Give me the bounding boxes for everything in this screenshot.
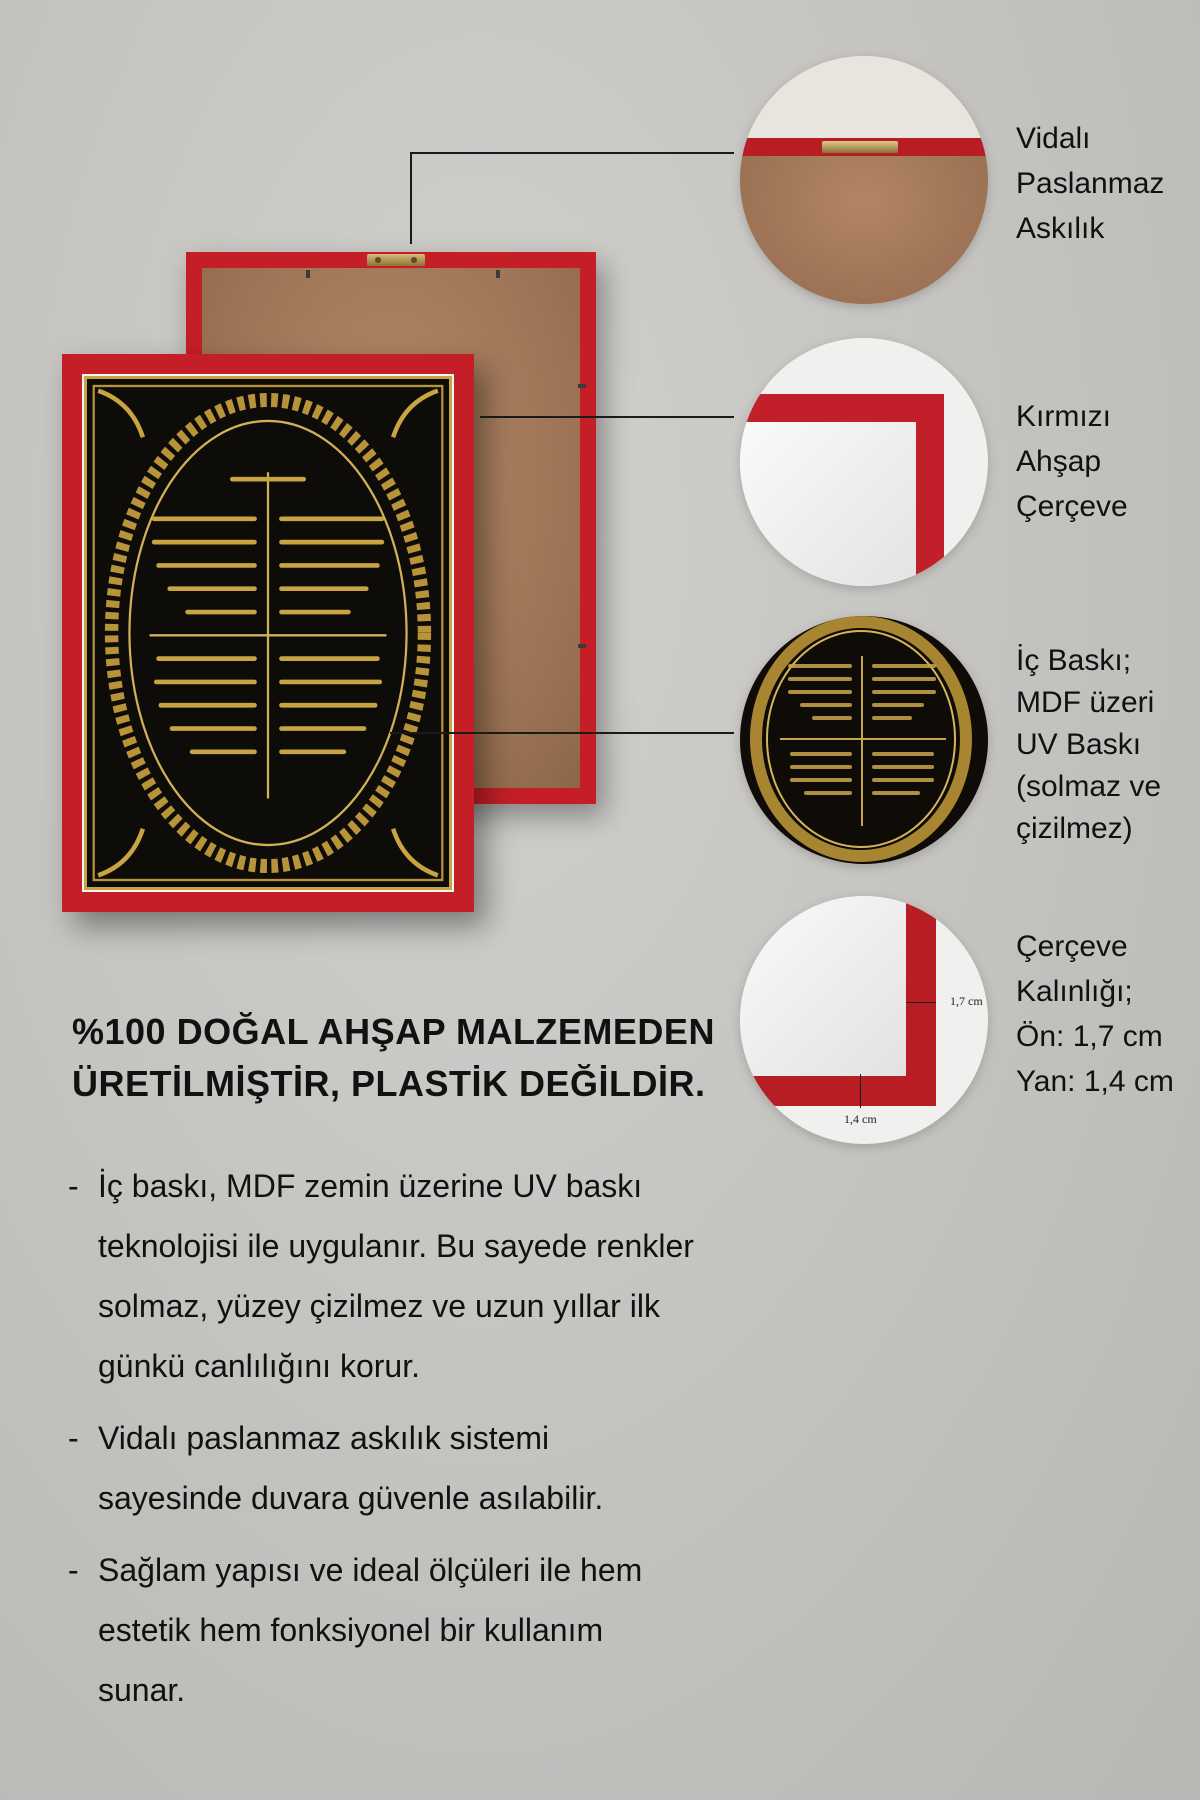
- bullet-dash: -: [68, 1552, 79, 1588]
- front-dimension-marker: [906, 1002, 936, 1003]
- bullet-dash: -: [68, 1168, 79, 1204]
- leader-line-hanger: [410, 152, 412, 244]
- bullet-dash: -: [68, 1420, 79, 1456]
- headline-line: ÜRETİLMİŞTİR, PLASTİK DEĞİLDİR.: [72, 1063, 706, 1104]
- list-item: [68, 1156, 788, 1396]
- label-line: (solmaz ve: [1016, 770, 1162, 803]
- label-line: çizilmez): [1016, 812, 1133, 845]
- label-line: MDF üzeri: [1016, 686, 1155, 719]
- frame-clip: [496, 270, 500, 278]
- list-item: [68, 1408, 788, 1528]
- metal-hanger-icon: [367, 254, 425, 266]
- list-item: [68, 1540, 788, 1720]
- label-line: Ön: 1,7 cm: [1016, 1020, 1163, 1053]
- front-dimension-label: 1,7 cm: [950, 994, 983, 1008]
- label-line: Çerçeve: [1016, 930, 1128, 963]
- bullet-line: sayesinde duvara güvenle asılabilir.: [98, 1480, 604, 1516]
- leader-line-print: [390, 732, 734, 734]
- bullet-line: Vidalı paslanmaz askılık sistemi: [98, 1420, 550, 1456]
- headline-line: %100 DOĞAL AHŞAP MALZEMEDEN: [72, 1011, 715, 1052]
- bullet-line: günkü canlılığını korur.: [98, 1348, 420, 1384]
- leader-line-hanger: [410, 152, 734, 154]
- label-line: Paslanmaz: [1016, 167, 1165, 200]
- side-dimension-label: 1,4 cm: [844, 1112, 877, 1126]
- label-line: Çerçeve: [1016, 490, 1128, 523]
- bullet-line: teknolojisi ile uygulanır. Bu sayede renkler: [98, 1228, 694, 1264]
- label-line: Vidalı: [1016, 122, 1091, 155]
- bullet-line: sunar.: [98, 1672, 186, 1708]
- hanger-closeup-icon: [822, 141, 898, 153]
- hanger-label: [1016, 116, 1196, 251]
- front-frame-image: [62, 354, 474, 912]
- bullet-line: estetik hem fonksiyonel bir kullanım: [98, 1612, 604, 1648]
- side-dimension-marker: [860, 1074, 861, 1108]
- thickness-detail-circle: [740, 896, 988, 1144]
- thickness-label: [1016, 924, 1196, 1104]
- frame-detail-circle: [740, 338, 988, 586]
- print-label: [1016, 640, 1196, 850]
- bullet-line: İç baskı, MDF zemin üzerine UV baskı: [98, 1168, 643, 1204]
- print-detail-circle: [740, 616, 988, 864]
- bullet-line: Sağlam yapısı ve ideal ölçüleri ile hem: [98, 1552, 643, 1588]
- frame-clip: [578, 384, 586, 388]
- label-line: Yan: 1,4 cm: [1016, 1065, 1174, 1098]
- headline: [72, 1006, 715, 1110]
- label-line: İç Baskı;: [1016, 644, 1132, 677]
- hanger-detail-circle: [740, 56, 988, 304]
- label-line: Askılık: [1016, 212, 1105, 245]
- label-line: UV Baskı: [1016, 728, 1142, 761]
- feature-list: [68, 1156, 788, 1732]
- frame-clip: [578, 644, 586, 648]
- label-line: Kalınlığı;: [1016, 975, 1133, 1008]
- frame-label: [1016, 394, 1196, 529]
- label-line: Kırmızı: [1016, 400, 1111, 433]
- label-line: Ahşap: [1016, 445, 1102, 478]
- leader-line-frame: [480, 416, 734, 418]
- frame-clip: [306, 270, 310, 278]
- calligraphy-ornament-icon: [87, 379, 449, 887]
- calligraphy-artwork: [84, 376, 452, 890]
- bullet-line: solmaz, yüzey çizilmez ve uzun yıllar ilk: [98, 1288, 660, 1324]
